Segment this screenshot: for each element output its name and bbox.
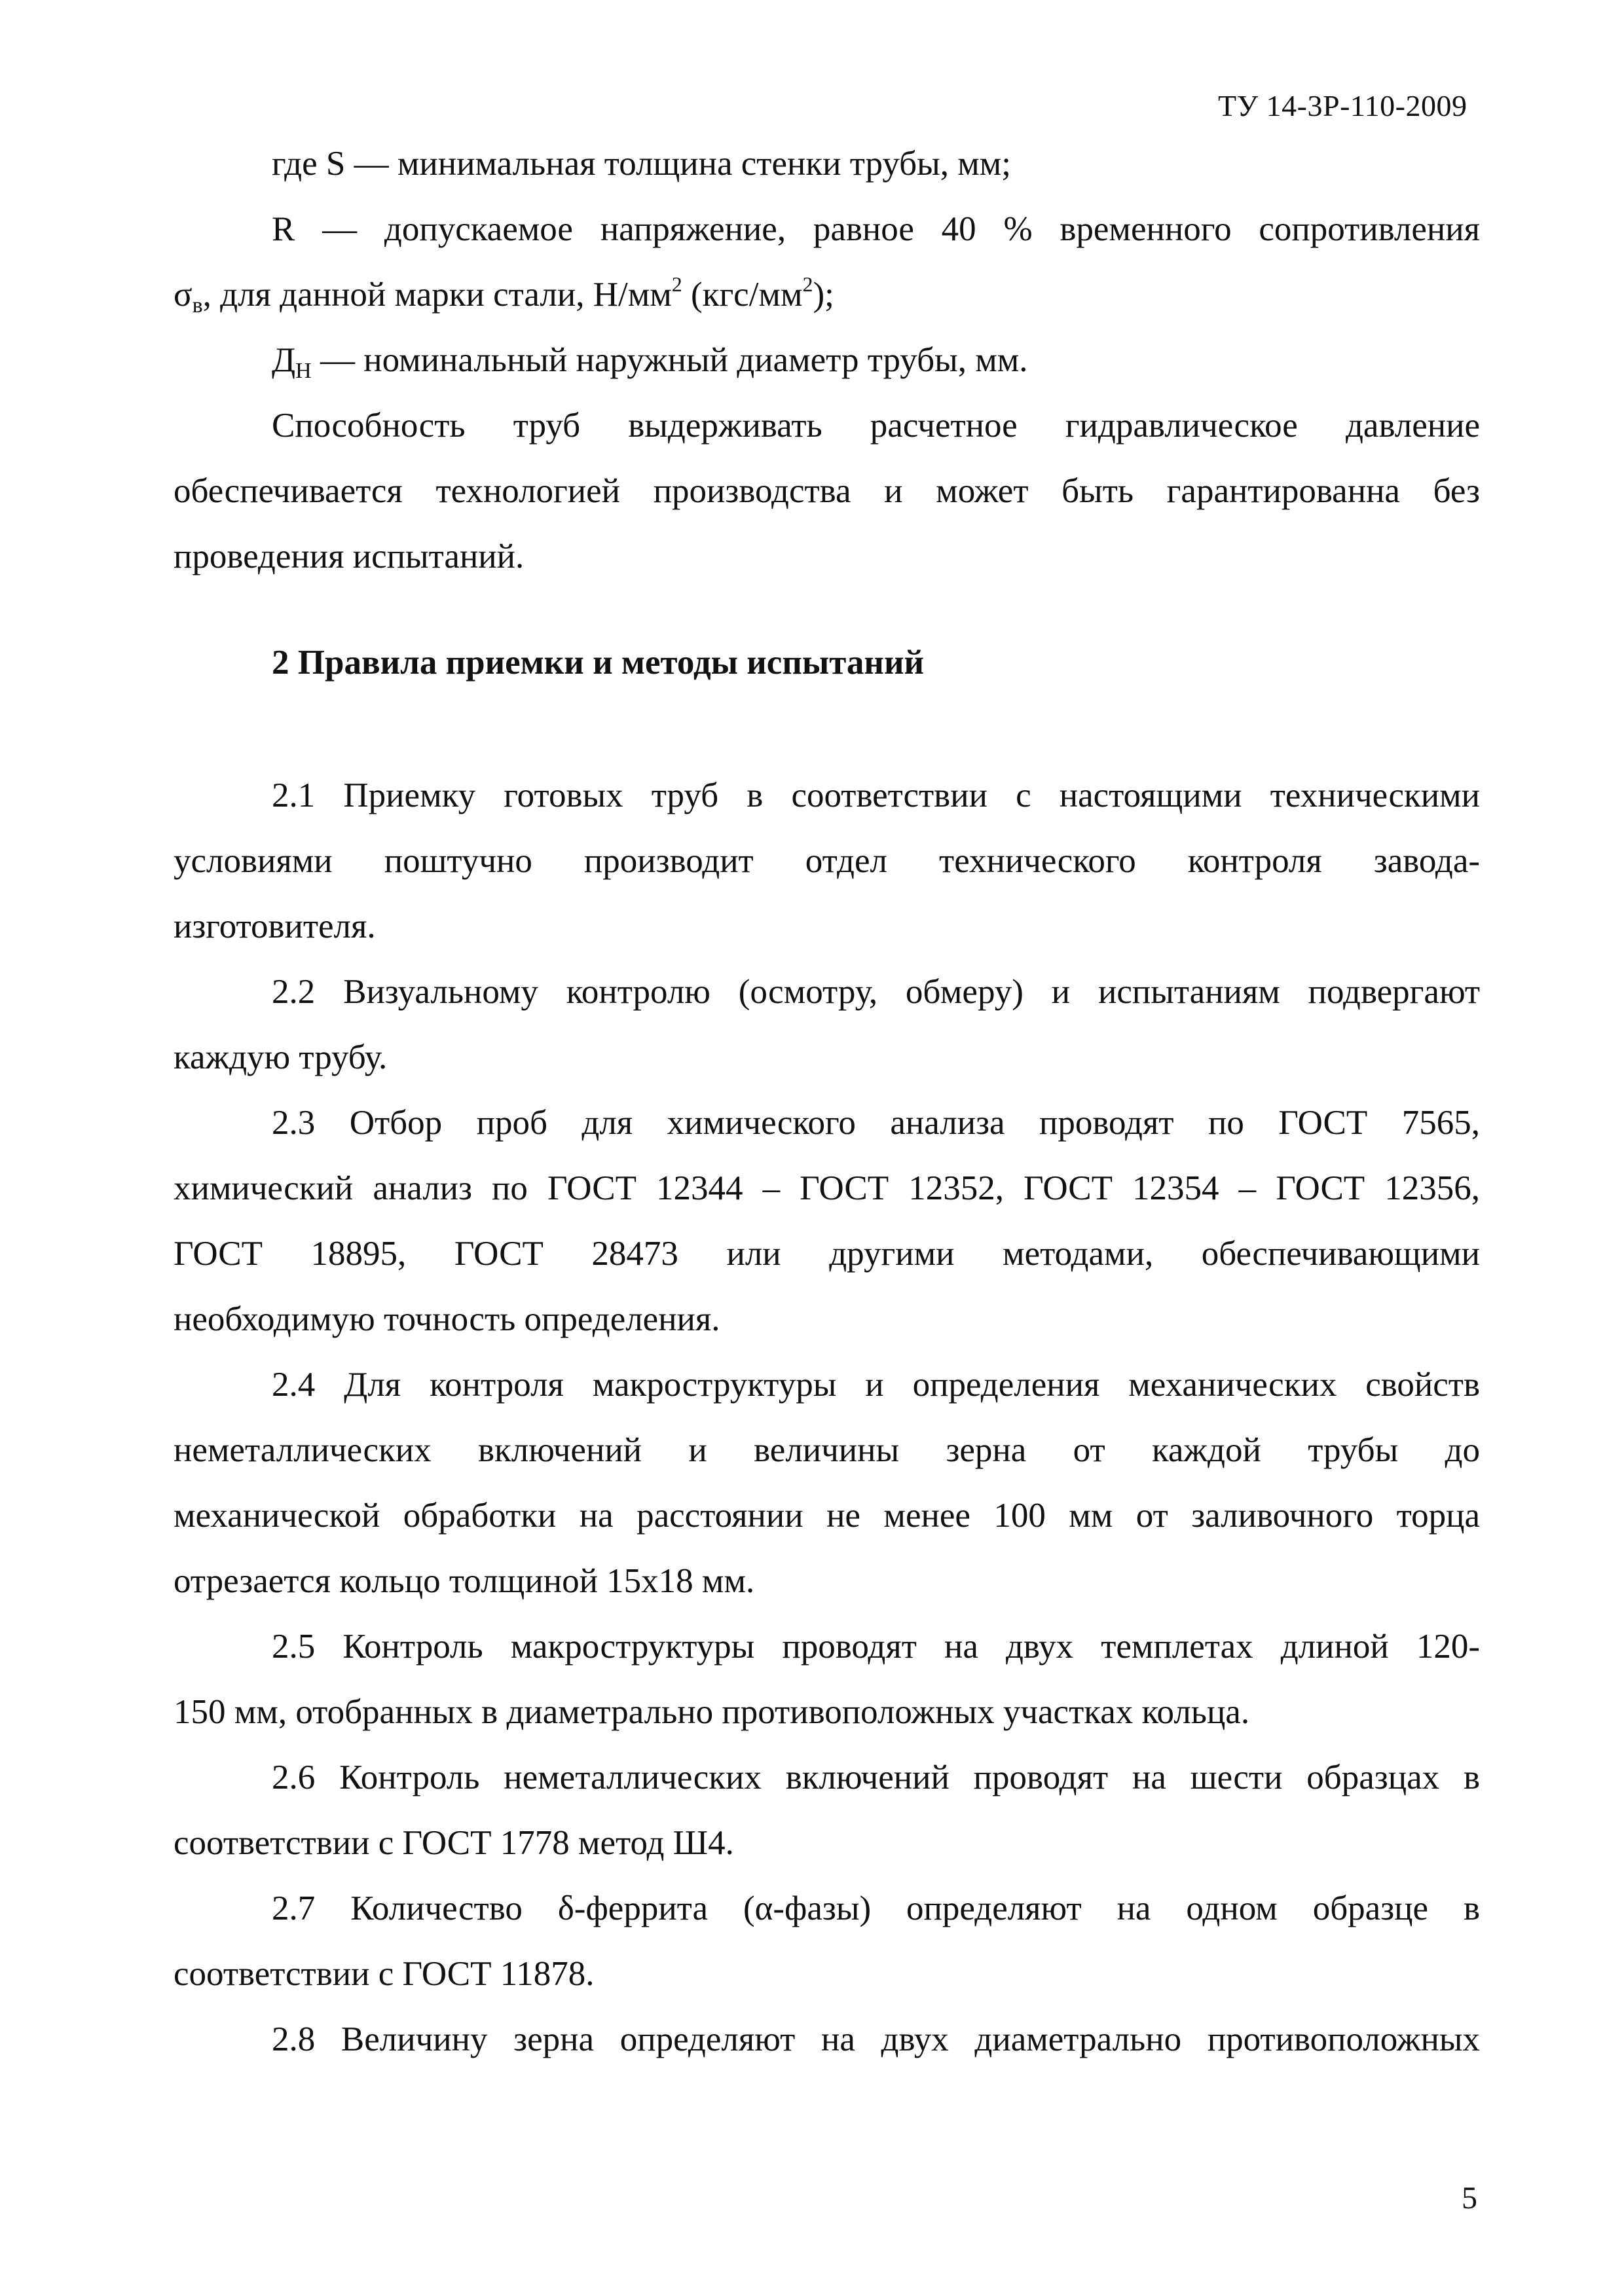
text-line: изготовителя. [174, 907, 376, 945]
text-line: каждую трубу. [174, 1038, 388, 1076]
text-fragment: — номинальный наружный диаметр трубы, мм. [311, 341, 1028, 379]
text-line: Способность труб выдерживать расчетное гидравлическое давление [272, 407, 1480, 445]
subscript: Н [295, 359, 312, 383]
text-line: неметаллических включений и величины зерна от каждой трубы до [174, 1431, 1480, 1469]
text-line: 2.1 Приемку готовых труб в соответствии с настоящими техническими [272, 776, 1480, 814]
superscript: 2 [671, 272, 682, 296]
text-line: 2.6 Контроль неметаллических включений проводят на шести образцах в [272, 1758, 1480, 1796]
sigma-symbol: σ [174, 276, 193, 314]
text-line: химический анализ по ГОСТ 12344 – ГОСТ 12352, ГОСТ 12354 – ГОСТ 12356, [174, 1169, 1480, 1207]
text-line: 2.5 Контроль макроструктуры проводят на двух темплетах длиной 120- [272, 1628, 1480, 1666]
text-line: 2.2 Визуальному контролю (осмотру, обмеру) и испытаниям подвергают [272, 973, 1480, 1011]
text-line [174, 262, 1480, 327]
text-line: соответствии с ГОСТ 1778 метод Ш4. [174, 1824, 734, 1862]
text-line: необходимую точность определения. [174, 1300, 720, 1338]
text-line: механической обработки на расстоянии не менее 100 мм от заливочного торца [174, 1497, 1480, 1535]
text-line: 150 мм, отобранных в диаметрально противоположных участках кольца. [174, 1693, 1250, 1731]
text-line: обеспечивается технологией производства и может быть гарантированна без [174, 472, 1480, 510]
text-line: соответствии с ГОСТ 11878. [174, 1955, 595, 1993]
document-code: ТУ 14-3Р-110-2009 [1218, 89, 1467, 122]
text-line: 2.3 Отбор проб для химического анализа проводят по ГОСТ 7565, [272, 1104, 1480, 1142]
superscript: 2 [802, 272, 813, 296]
section-heading: 2 Правила приемки и методы испытаний [272, 644, 925, 682]
text-fragment: Д [272, 341, 296, 379]
page-number: 5 [1462, 2181, 1477, 2215]
text-line: 2.4 Для контроля макроструктуры и определения механических свойств [272, 1366, 1480, 1404]
page-body [174, 131, 1480, 2072]
text-line: проведения испытаний. [174, 538, 525, 575]
text-line: ГОСТ 18895, ГОСТ 28473 или другими методами, обеспечивающими [174, 1235, 1480, 1273]
text-line: где S — минимальная толщина стенки трубы, мм; [272, 145, 1011, 183]
text-line: 2.8 Величину зерна определяют на двух диаметрально противоположных [272, 2020, 1480, 2058]
text-line: 2.7 Количество δ-феррита (α-фазы) определяют на одном образце в [272, 1889, 1480, 1927]
text-fragment: (кгс/мм [682, 276, 803, 314]
text-fragment: ); [813, 276, 834, 314]
text-line: отрезается кольцо толщиной 15х18 мм. [174, 1562, 755, 1600]
text-line [174, 327, 1480, 393]
subscript: в [192, 293, 203, 318]
text-line: R — допускаемое напряжение, равное 40 % временного сопротивления [272, 210, 1480, 248]
text-fragment: , для данной марки стали, Н/мм [202, 276, 672, 314]
text-line: условиями поштучно производит отдел технического контроля завода- [174, 842, 1480, 880]
